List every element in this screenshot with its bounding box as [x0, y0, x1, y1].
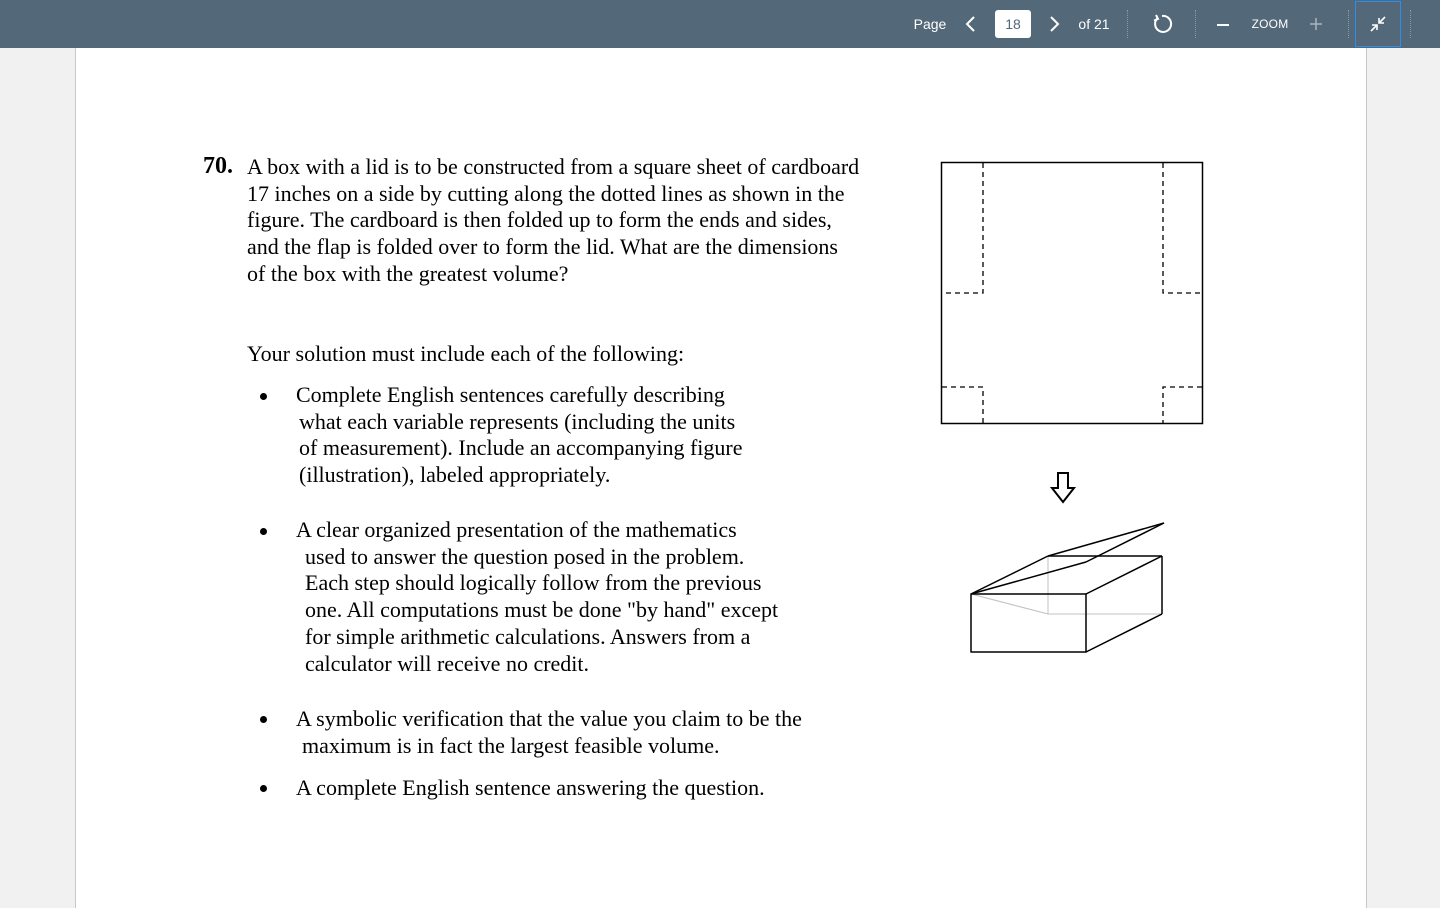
requirement-line: maximum is in fact the largest feasible volume. — [302, 732, 720, 758]
problem-line: figure. The cardboard is then folded up to form the ends and sides, — [247, 207, 832, 233]
problem-text — [247, 154, 859, 288]
zoom-label — [1246, 0, 1294, 48]
problem-line: 17 inches on a side by cutting along the dotted lines as shown in the — [247, 180, 845, 206]
plus-icon — [1308, 16, 1324, 32]
cut-lines — [942, 163, 1202, 423]
problem-line: of the box with the greatest volume? — [247, 260, 569, 286]
requirements-intro: Your solution must include each of the following: — [247, 341, 685, 366]
page-label — [910, 0, 950, 48]
rotate-button[interactable] — [1148, 0, 1176, 48]
box-top-left-edge — [971, 556, 1048, 594]
page-count-text: of 21 — [1078, 16, 1110, 32]
requirement-line: Each step should logically follow from the previous — [305, 570, 762, 596]
box-hidden-edges — [971, 556, 1162, 614]
bullet-dot — [260, 528, 267, 535]
cut-line-top-right — [1163, 163, 1202, 293]
requirement-line: for simple arithmetic calculations. Answers from a — [305, 623, 751, 649]
requirement-line: A clear organized presentation of the mathematics — [296, 517, 737, 542]
cut-line-bottom-right — [1163, 387, 1202, 423]
toolbar-divider — [1195, 10, 1196, 38]
exit-fullscreen-button[interactable] — [1355, 1, 1401, 47]
lid-back-edge — [1048, 523, 1164, 556]
requirement-line: (illustration), labeled appropriately. — [299, 462, 611, 488]
requirement-item — [296, 775, 765, 802]
requirement-line: one. All computations must be done "by hand" except — [305, 597, 779, 623]
cut-line-top-left — [942, 163, 983, 293]
viewer-toolbar — [0, 0, 1440, 48]
toolbar-divider — [1348, 10, 1349, 38]
zoom-out-button[interactable] — [1211, 0, 1235, 48]
bullet-dot — [260, 716, 267, 723]
page-number-input[interactable] — [995, 10, 1031, 38]
rotate-icon — [1151, 13, 1173, 35]
next-page-button[interactable] — [1041, 0, 1067, 48]
problem-line: and the flap is folded over to form the lid. What are the dimensions — [247, 234, 838, 260]
problem-number: 70. — [203, 153, 233, 179]
cardboard-sheet-figure — [936, 158, 1206, 428]
requirement-item — [296, 382, 742, 489]
cut-line-bottom-left — [942, 387, 983, 423]
requirement-line: what each variable represents (including the units — [299, 408, 736, 434]
minus-icon — [1215, 16, 1231, 32]
box-bottom-right-edge — [1086, 614, 1162, 652]
toolbar-divider — [1410, 10, 1411, 38]
requirement-line: of measurement). Include an accompanying figure — [299, 435, 743, 461]
requirement-line: Complete English sentences carefully describing — [296, 382, 725, 407]
zoom-in-button[interactable] — [1304, 0, 1328, 48]
requirement-line: used to answer the question posed in the problem. — [305, 543, 745, 569]
page-label-text: Page — [913, 16, 947, 32]
requirement-line: calculator will receive no credit. — [305, 650, 590, 676]
requirement-line: A symbolic verification that the value you claim to be the — [296, 706, 802, 731]
down-arrow-icon — [1049, 471, 1077, 505]
toolbar-divider — [1127, 10, 1128, 38]
document-page — [75, 48, 1367, 908]
box-edges — [971, 523, 1164, 652]
lid-left-edge — [971, 562, 1086, 594]
exit-fullscreen-icon — [1369, 15, 1387, 33]
chevron-right-icon — [1047, 15, 1061, 33]
requirement-item — [296, 706, 802, 759]
bullet-dot — [260, 393, 267, 400]
folded-box-figure — [966, 518, 1176, 658]
requirement-item — [296, 517, 778, 677]
box-front-face — [971, 594, 1086, 652]
prev-page-button[interactable] — [958, 0, 984, 48]
requirement-line: A complete English sentence answering the question. — [296, 775, 765, 800]
page-count — [1074, 0, 1114, 48]
problem-line: A box with a lid is to be constructed from a square sheet of cardboard — [247, 154, 860, 179]
bullet-dot — [260, 785, 267, 792]
box-top-right-edge — [1086, 556, 1162, 594]
zoom-label-text: ZOOM — [1251, 17, 1289, 31]
chevron-left-icon — [964, 15, 978, 33]
